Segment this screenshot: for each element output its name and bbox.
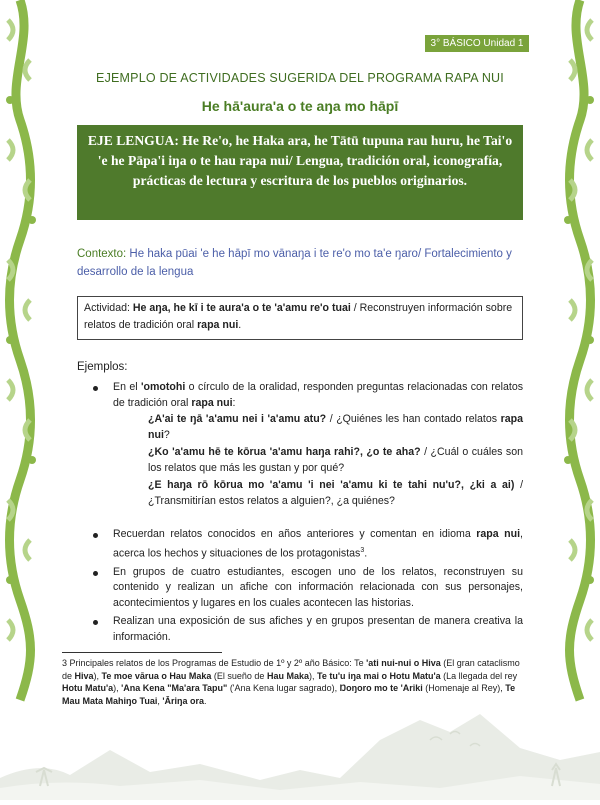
fn-g: (El sueño de <box>211 670 267 681</box>
activity-rn2: rapa nui <box>197 319 239 331</box>
fn-p: Ŋoŋoro mo te 'Ariki <box>339 683 423 693</box>
list-item <box>97 614 523 645</box>
fn-c: (El gran cataclismo de <box>62 658 520 681</box>
q1-rn2: rapa nui <box>148 413 523 441</box>
b3-text: En grupos de cuatro estudiantes, escogen uno de los relatos, reconstruyen su contenido y realizan un afiche con información relacionada con sus personajes, acontecimientos y lugares en los cuales acontecen las historias. <box>113 565 523 609</box>
fn-t: 'Āriŋa ora <box>162 695 205 706</box>
b1-a: En el <box>113 381 141 393</box>
q2-es: / ¿Cuál o cuáles son los relatos que más les gustan y por qué? <box>148 446 523 474</box>
b1-b: 'omotohi <box>140 381 186 393</box>
footnote-ref: 3 <box>360 546 365 554</box>
fn-j: Te tu'u iŋa mai o Hotu Matu'a <box>316 670 441 681</box>
q2-rn: ¿Ko 'a'amu hē te kōrua 'a'amu haŋa rahi?, ¿o te aha? <box>148 446 421 458</box>
fn-u: . <box>204 695 207 706</box>
activity-label: Actividad: <box>84 302 133 314</box>
fn-o: ('Ana Kena lugar sagrado), <box>227 683 340 693</box>
q1-rn: ¿A'ai te ŋā 'a'amu nei i 'a'amu atu? <box>148 413 327 425</box>
activity-end: . <box>238 319 242 331</box>
question-1 <box>148 412 523 443</box>
fn-q: (Homenaje al Rey), <box>422 683 506 693</box>
context-label: Contexto: <box>77 248 127 260</box>
page-subtitle: He hā'aura'a o te aŋa mo hāpī <box>201 98 399 114</box>
question-2 <box>148 445 523 476</box>
q3-es: / ¿Transmitirían estos relatos a alguien?, ¿a quiénes? <box>148 479 524 507</box>
bullet-icon <box>93 386 98 391</box>
question-3 <box>148 478 523 509</box>
examples-list <box>97 380 523 645</box>
landscape-illustration <box>0 660 600 800</box>
list-item <box>97 565 523 612</box>
footnote-divider <box>62 652 222 653</box>
list-item <box>97 380 523 509</box>
fn-r: Te Mau Mata Mahiŋo Tuai <box>62 683 516 706</box>
q3-rn: ¿E haŋa rō kōrua mo 'a'amu 'i nei 'a'amu ki te tahi nu'u?, ¿ki a ai) <box>148 479 515 491</box>
fn-a: 3 Principales relatos de los Programas de Estudio de 1º y 2º año Básico: Te <box>62 658 367 668</box>
fn-m: ), <box>113 683 122 693</box>
fn-n: 'Ana Kena "Ma'ara Tapu" <box>121 683 228 693</box>
context-text: He haka pūai 'e he hāpī mo vānaŋa i te re'o mo ta'e ŋaro/ Fortalecimiento y desarrollo de la lengua <box>77 248 512 278</box>
b2-a: Recuerdan relatos conocidos en años anteriores y comentan en idioma <box>113 528 477 540</box>
fn-l: Hotu Matu'a <box>62 683 114 693</box>
fn-h: Hau Maka <box>266 670 309 681</box>
bullet-icon <box>93 620 98 625</box>
page-title: EJEMPLO DE ACTIVIDADES SUGERIDA DEL PROGRAMA RAPA NUI <box>96 71 504 85</box>
b1-d: rapa nui <box>191 396 233 409</box>
grade-badge: 3° BÁSICO Unidad 1 <box>425 35 529 52</box>
b2-c: , acerca los hechos y situaciones de los protagonistas <box>113 528 523 560</box>
fn-b: 'ati nui-nui o Hiva <box>366 658 441 668</box>
bullet-icon <box>93 571 98 576</box>
question-list <box>113 412 523 509</box>
list-item <box>97 527 523 562</box>
q1-es: / ¿Quiénes les han contado relatos <box>326 413 501 425</box>
fn-d: Hiva <box>74 670 94 681</box>
fn-k: (La llegada del rey <box>440 670 518 681</box>
fn-f: Te moe vārua o Hau Maka <box>101 670 212 681</box>
q1-end: ? <box>163 428 170 441</box>
b4-text: Realizan una exposición de sus afiches y en grupos presentan de manera creativa la información. <box>113 615 523 643</box>
b2-b: rapa nui <box>476 528 521 540</box>
b1-e: : <box>232 396 236 409</box>
axis-banner: EJE LENGUA: He Re'o, he Haka ara, he Tātū tupuna rau huru, he Tai'o 'e he Pāpa'i iŋa o te hau rapa nui/ Lengua, tradición oral, iconografía, prácticas de lectura y escritura de los pueblos originarios. <box>77 125 523 220</box>
context-paragraph <box>77 245 527 281</box>
examples-heading: Ejemplos: <box>77 361 128 373</box>
activity-rn: He aŋa, he kī i te aura'a o te 'a'amu re'o tuai <box>132 302 351 314</box>
bullet-icon <box>93 533 98 538</box>
fn-e: ), <box>93 670 102 681</box>
fn-s: , <box>157 695 163 706</box>
fn-i: ), <box>308 670 317 681</box>
activity-text: / Reconstruyen información sobre relatos de tradición oral <box>84 302 513 331</box>
activity-box <box>77 296 523 340</box>
b1-c: o círculo de la oralidad, responden preguntas relacionadas con relatos de tradición oral <box>113 381 524 409</box>
b2-d: . <box>364 547 368 560</box>
